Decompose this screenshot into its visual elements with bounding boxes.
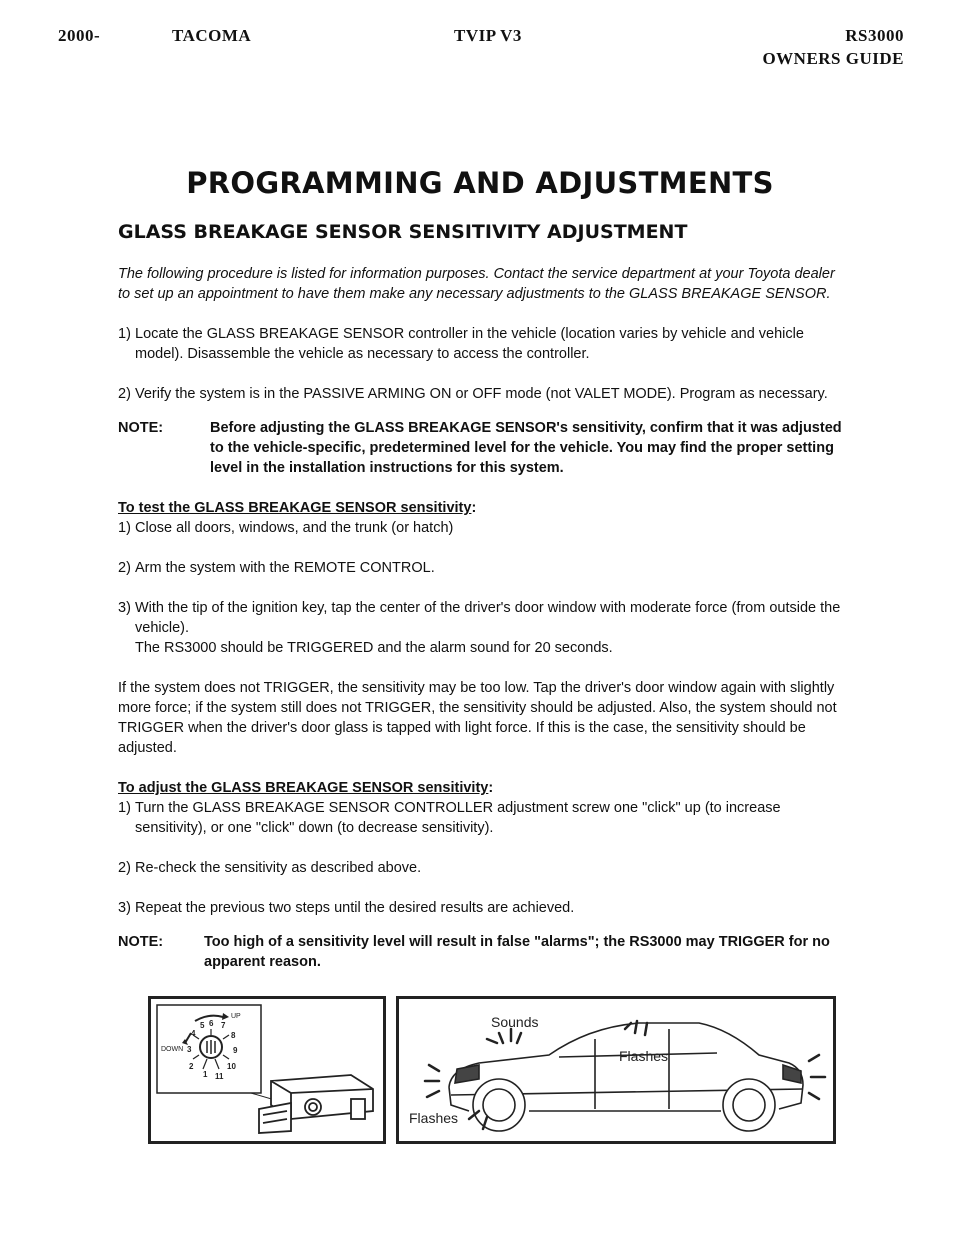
dial-number: 1 [203, 1070, 208, 1079]
step-number: 2) [118, 860, 131, 876]
dial-number: 9 [233, 1046, 238, 1055]
header-year: 2000- [58, 26, 101, 45]
step-text: Turn the GLASS BREAKAGE SENSOR CONTROLLER adjustment screw one "click" up (to increase sensitivity), or one "click" down (to decrease sensitivity). [135, 800, 781, 836]
vehicle-alarm-figure [396, 996, 836, 1144]
vehicle-illustration [399, 999, 833, 1141]
dial-up-label: UP [231, 1013, 241, 1020]
step-text: Arm the system with the REMOTE CONTROL. [135, 560, 435, 576]
adjust-heading-line: To adjust the GLASS BREAKAGE SENSOR sensitivity: [118, 780, 494, 796]
rear-flash-icon [809, 1055, 825, 1099]
step-text: Repeat the previous two steps until the desired results are achieved. [135, 900, 575, 916]
dial-number: 10 [227, 1062, 236, 1071]
document-body [118, 264, 848, 972]
dial-down-label: DOWN [161, 1046, 184, 1053]
trigger-paragraph: If the system does not TRIGGER, the sensitivity may be too low. Tap the driver's door window again with slightly more force; if the system still does not TRIGGER, the sensitivity should be adjusted. Also, the system should not TRIGGER when the driver's door glass is tapped with light force. If this is the case, the sensitivity should be adjusted. [118, 680, 837, 756]
intro-paragraph: The following procedure is listed for information purposes. Contact the service department at your Toyota dealer to set up an appointment to have them make any necessary adjustments to the GLASS BREAKAGE SENSOR. [118, 266, 835, 302]
step-a2 [118, 384, 848, 404]
step-text: With the tip of the ignition key, tap the center of the driver's door window with moderate force (from outside the vehicle). [135, 600, 841, 636]
dial-number: 7 [221, 1021, 226, 1030]
section-subtitle: GLASS BREAKAGE SENSOR SENSITIVITY ADJUSTMENT [118, 221, 688, 243]
header-model: TACOMA [172, 26, 252, 45]
step-text: Verify the system is in the PASSIVE ARMING ON or OFF mode (not VALET MODE). Program as necessary. [135, 386, 828, 402]
step-number: 3) [118, 900, 131, 916]
note-text: Before adjusting the GLASS BREAKAGE SENSOR's sensitivity, confirm that it was adjusted to the vehicle-specific, predetermined level for the vehicle. You may find the proper setting level in the installation instructions for this system. [210, 420, 842, 476]
controller-box-icon [259, 1075, 373, 1133]
dial-number: 3 [187, 1045, 192, 1054]
dial-number: 2 [189, 1062, 194, 1071]
header-system: RS3000 [845, 26, 904, 45]
test-heading-line: To test the GLASS BREAKAGE SENSOR sensitivity: [118, 500, 477, 516]
header-tvip: TVIP V3 [454, 26, 522, 45]
controller-figure [148, 996, 386, 1144]
note-label: NOTE: [118, 934, 164, 950]
dial-number: 4 [191, 1029, 196, 1038]
step-a1 [118, 324, 848, 364]
step-number: 2) [118, 560, 131, 576]
dial-number: 11 [215, 1072, 224, 1081]
note-text: Too high of a sensitivity level will result in false "alarms"; the RS3000 may TRIGGER for no apparent reason. [204, 934, 830, 970]
header-guide: OWNERS GUIDE [762, 49, 904, 68]
dial-number: 5 [200, 1021, 205, 1030]
note-label: NOTE: [118, 420, 164, 436]
test-step-3 [118, 598, 848, 658]
step-text-2: The RS3000 should be TRIGGERED and the alarm sound for 20 seconds. [135, 640, 613, 656]
step-number: 1) [118, 326, 131, 342]
step-text: Re-check the sensitivity as described above. [135, 860, 422, 876]
step-text: Locate the GLASS BREAKAGE SENSOR controller in the vehicle (location varies by vehicle and vehicle model). Disassemble the vehicle as necessary to access the controller. [135, 326, 804, 362]
adjust-step-1 [118, 798, 848, 838]
step-number: 1) [118, 800, 131, 816]
test-step-1 [118, 518, 848, 538]
controller-illustration [151, 999, 383, 1141]
note-block-1 [118, 418, 848, 478]
test-step-2 [118, 558, 848, 578]
sounds-label: Sounds [491, 1014, 539, 1030]
page-title: PROGRAMMING AND ADJUSTMENTS [186, 166, 774, 200]
step-text: Close all doors, windows, and the trunk (or hatch) [135, 520, 454, 536]
adjust-step-3 [118, 898, 848, 918]
adjust-heading: To adjust the GLASS BREAKAGE SENSOR sensitivity [118, 780, 489, 796]
step-number: 3) [118, 600, 131, 616]
flashes-top-label: Flashes [619, 1048, 669, 1064]
test-heading: To test the GLASS BREAKAGE SENSOR sensitivity [118, 500, 472, 516]
adjust-step-2 [118, 858, 848, 878]
dial-number: 6 [209, 1019, 214, 1028]
flashes-bottom-label: Flashes [409, 1110, 459, 1126]
note-block-2 [118, 932, 848, 972]
step-number: 1) [118, 520, 131, 536]
dial-number: 8 [231, 1031, 236, 1040]
step-number: 2) [118, 386, 131, 402]
